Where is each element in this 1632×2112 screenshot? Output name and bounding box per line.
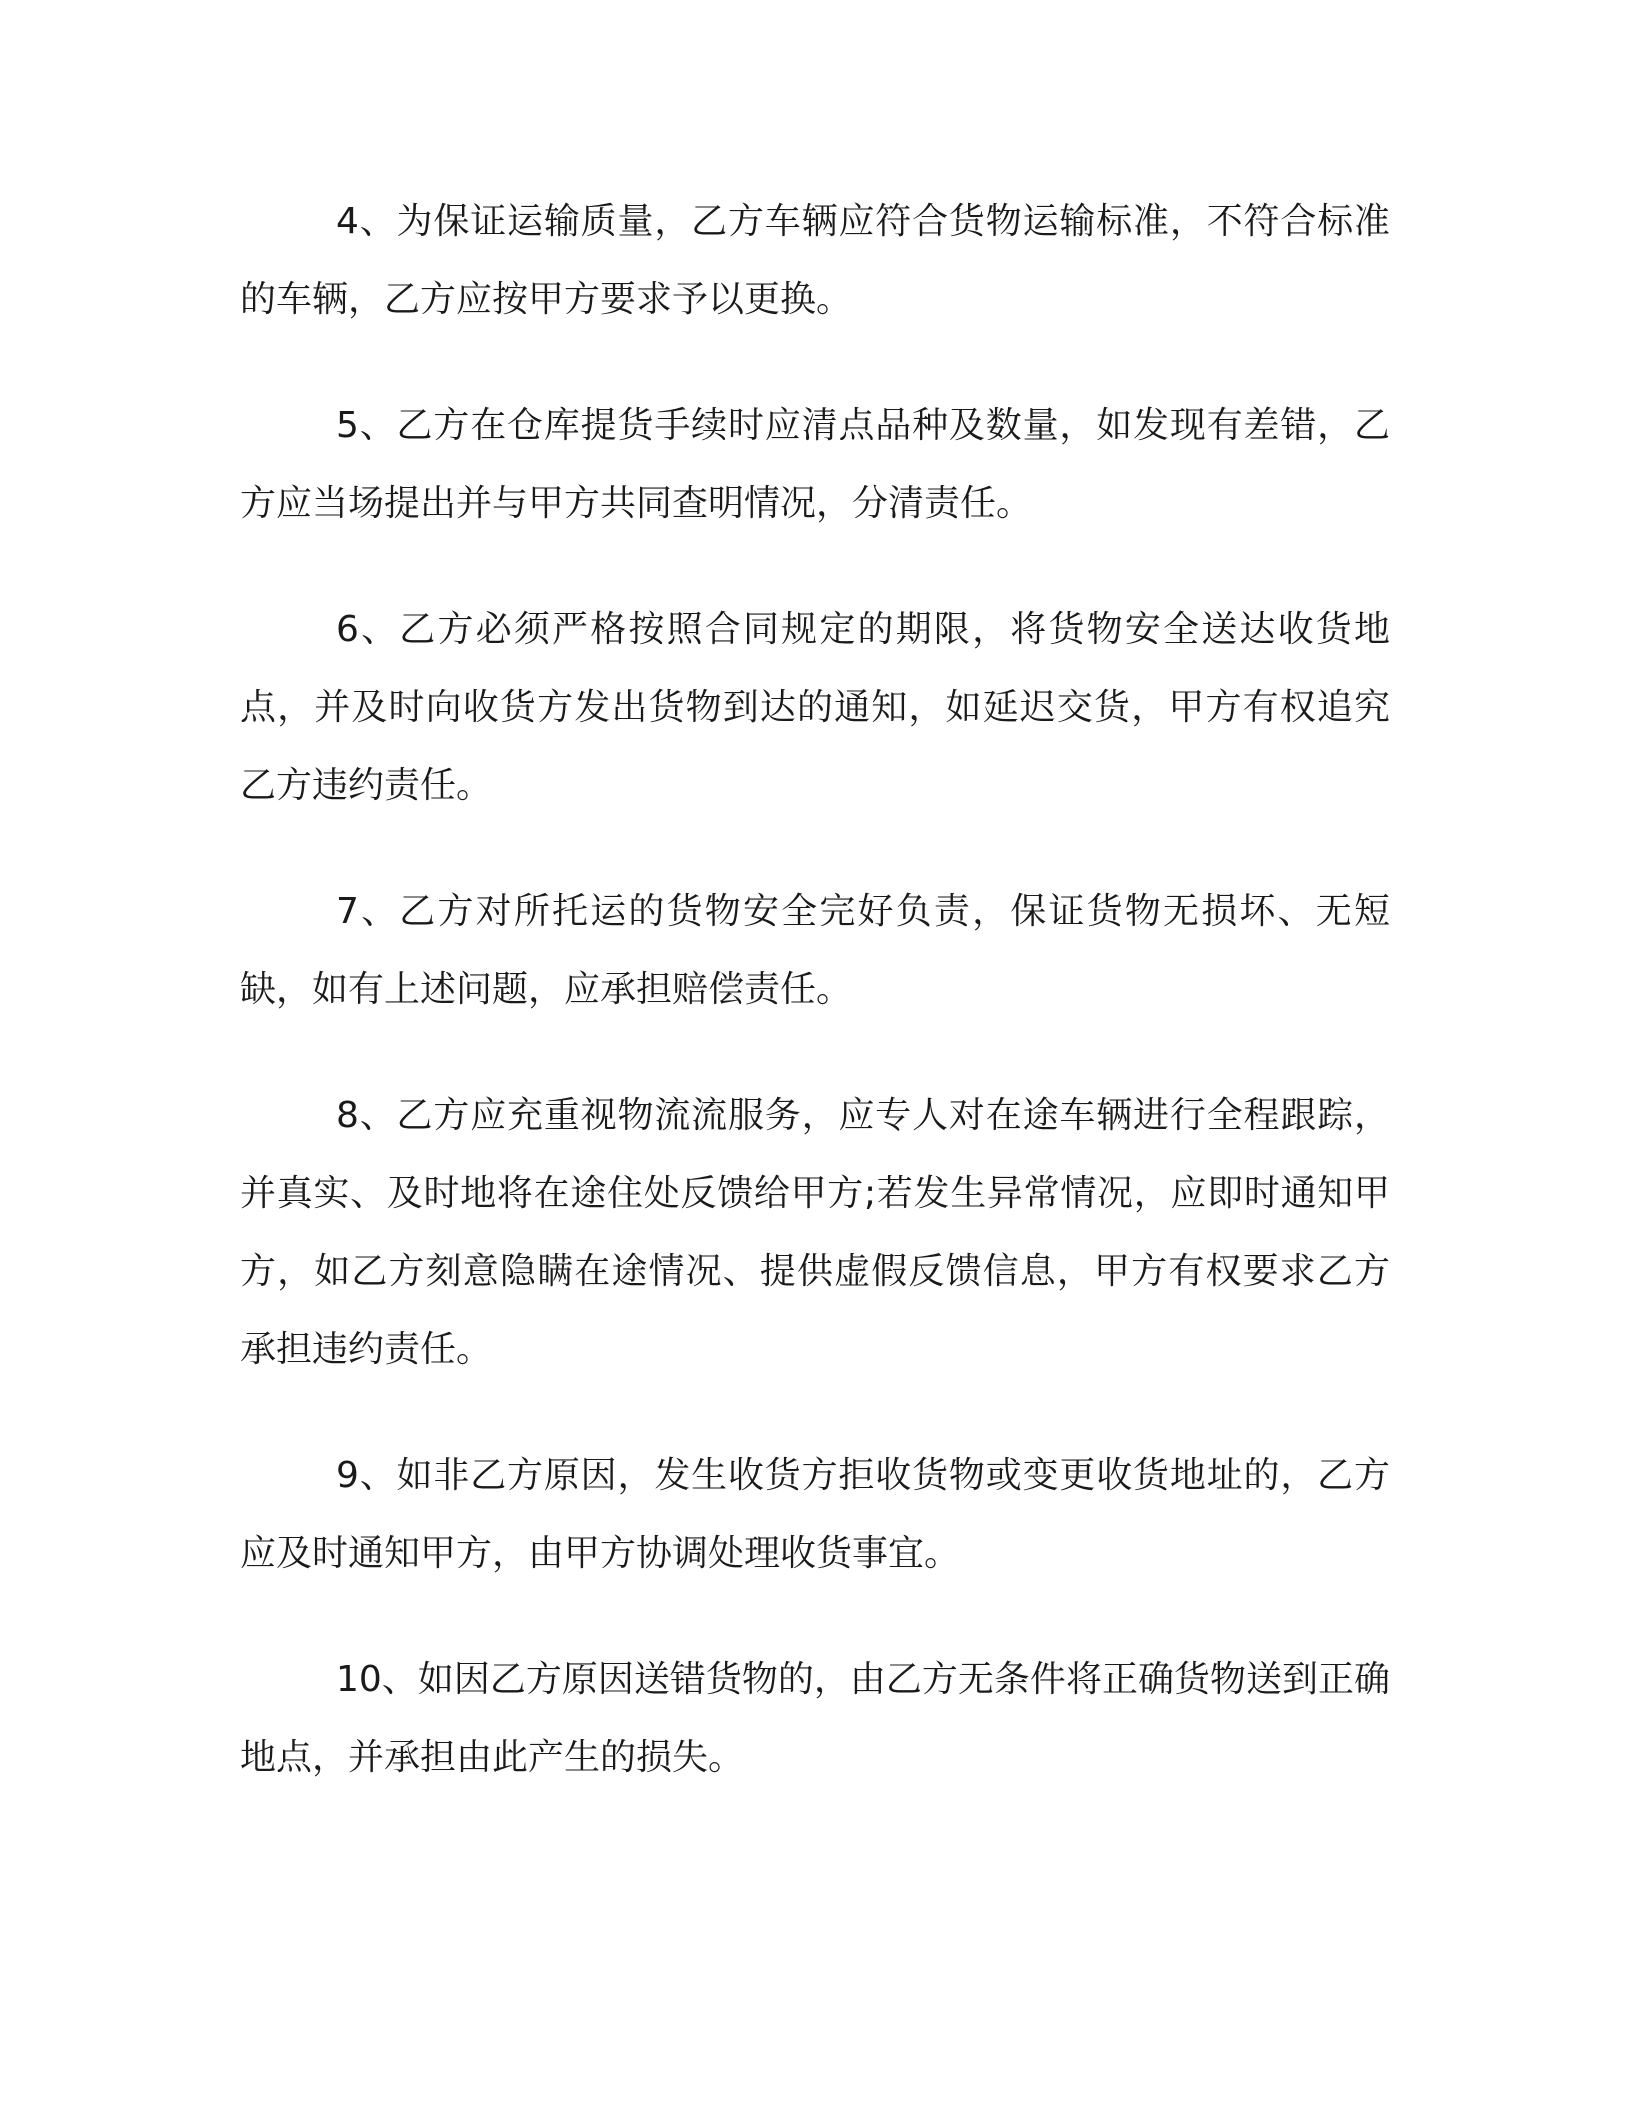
clause-6: 6、乙方必须严格按照合同规定的期限，将货物安全送达收货地点，并及时向收货方发出货物到达的通知，如延迟交货，甲方有权追究乙方违约责任。 (240, 609, 1390, 806)
document-body (240, 183, 1390, 1845)
clause-10: 10、如因乙方原因送错货物的，由乙方无条件将正确货物送到正确地点，并承担由此产生的损失。 (240, 1659, 1390, 1778)
clause-5: 5、乙方在仓库提货手续时应清点品种及数量，如发现有差错，乙方应当场提出并与甲方共同查明情况，分清责任。 (240, 405, 1390, 524)
clause-8: 8、乙方应充重视物流流服务，应专人对在途车辆进行全程跟踪，并真实、及时地将在途住处反馈给甲方;若发生异常情况，应即时通知甲方，如乙方刻意隐瞒在途情况、提供虚假反馈信息，甲方有权要求乙方承担违约责任。 (240, 1095, 1390, 1370)
clause-9: 9、如非乙方原因，发生收货方拒收货物或变更收货地址的，乙方应及时通知甲方，由甲方协调处理收货事宜。 (240, 1455, 1390, 1574)
clause-7: 7、乙方对所托运的货物安全完好负责，保证货物无损坏、无短缺，如有上述问题，应承担赔偿责任。 (240, 891, 1390, 1010)
clause-4: 4、为保证运输质量，乙方车辆应符合货物运输标准，不符合标准的车辆，乙方应按甲方要求予以更换。 (240, 201, 1390, 320)
